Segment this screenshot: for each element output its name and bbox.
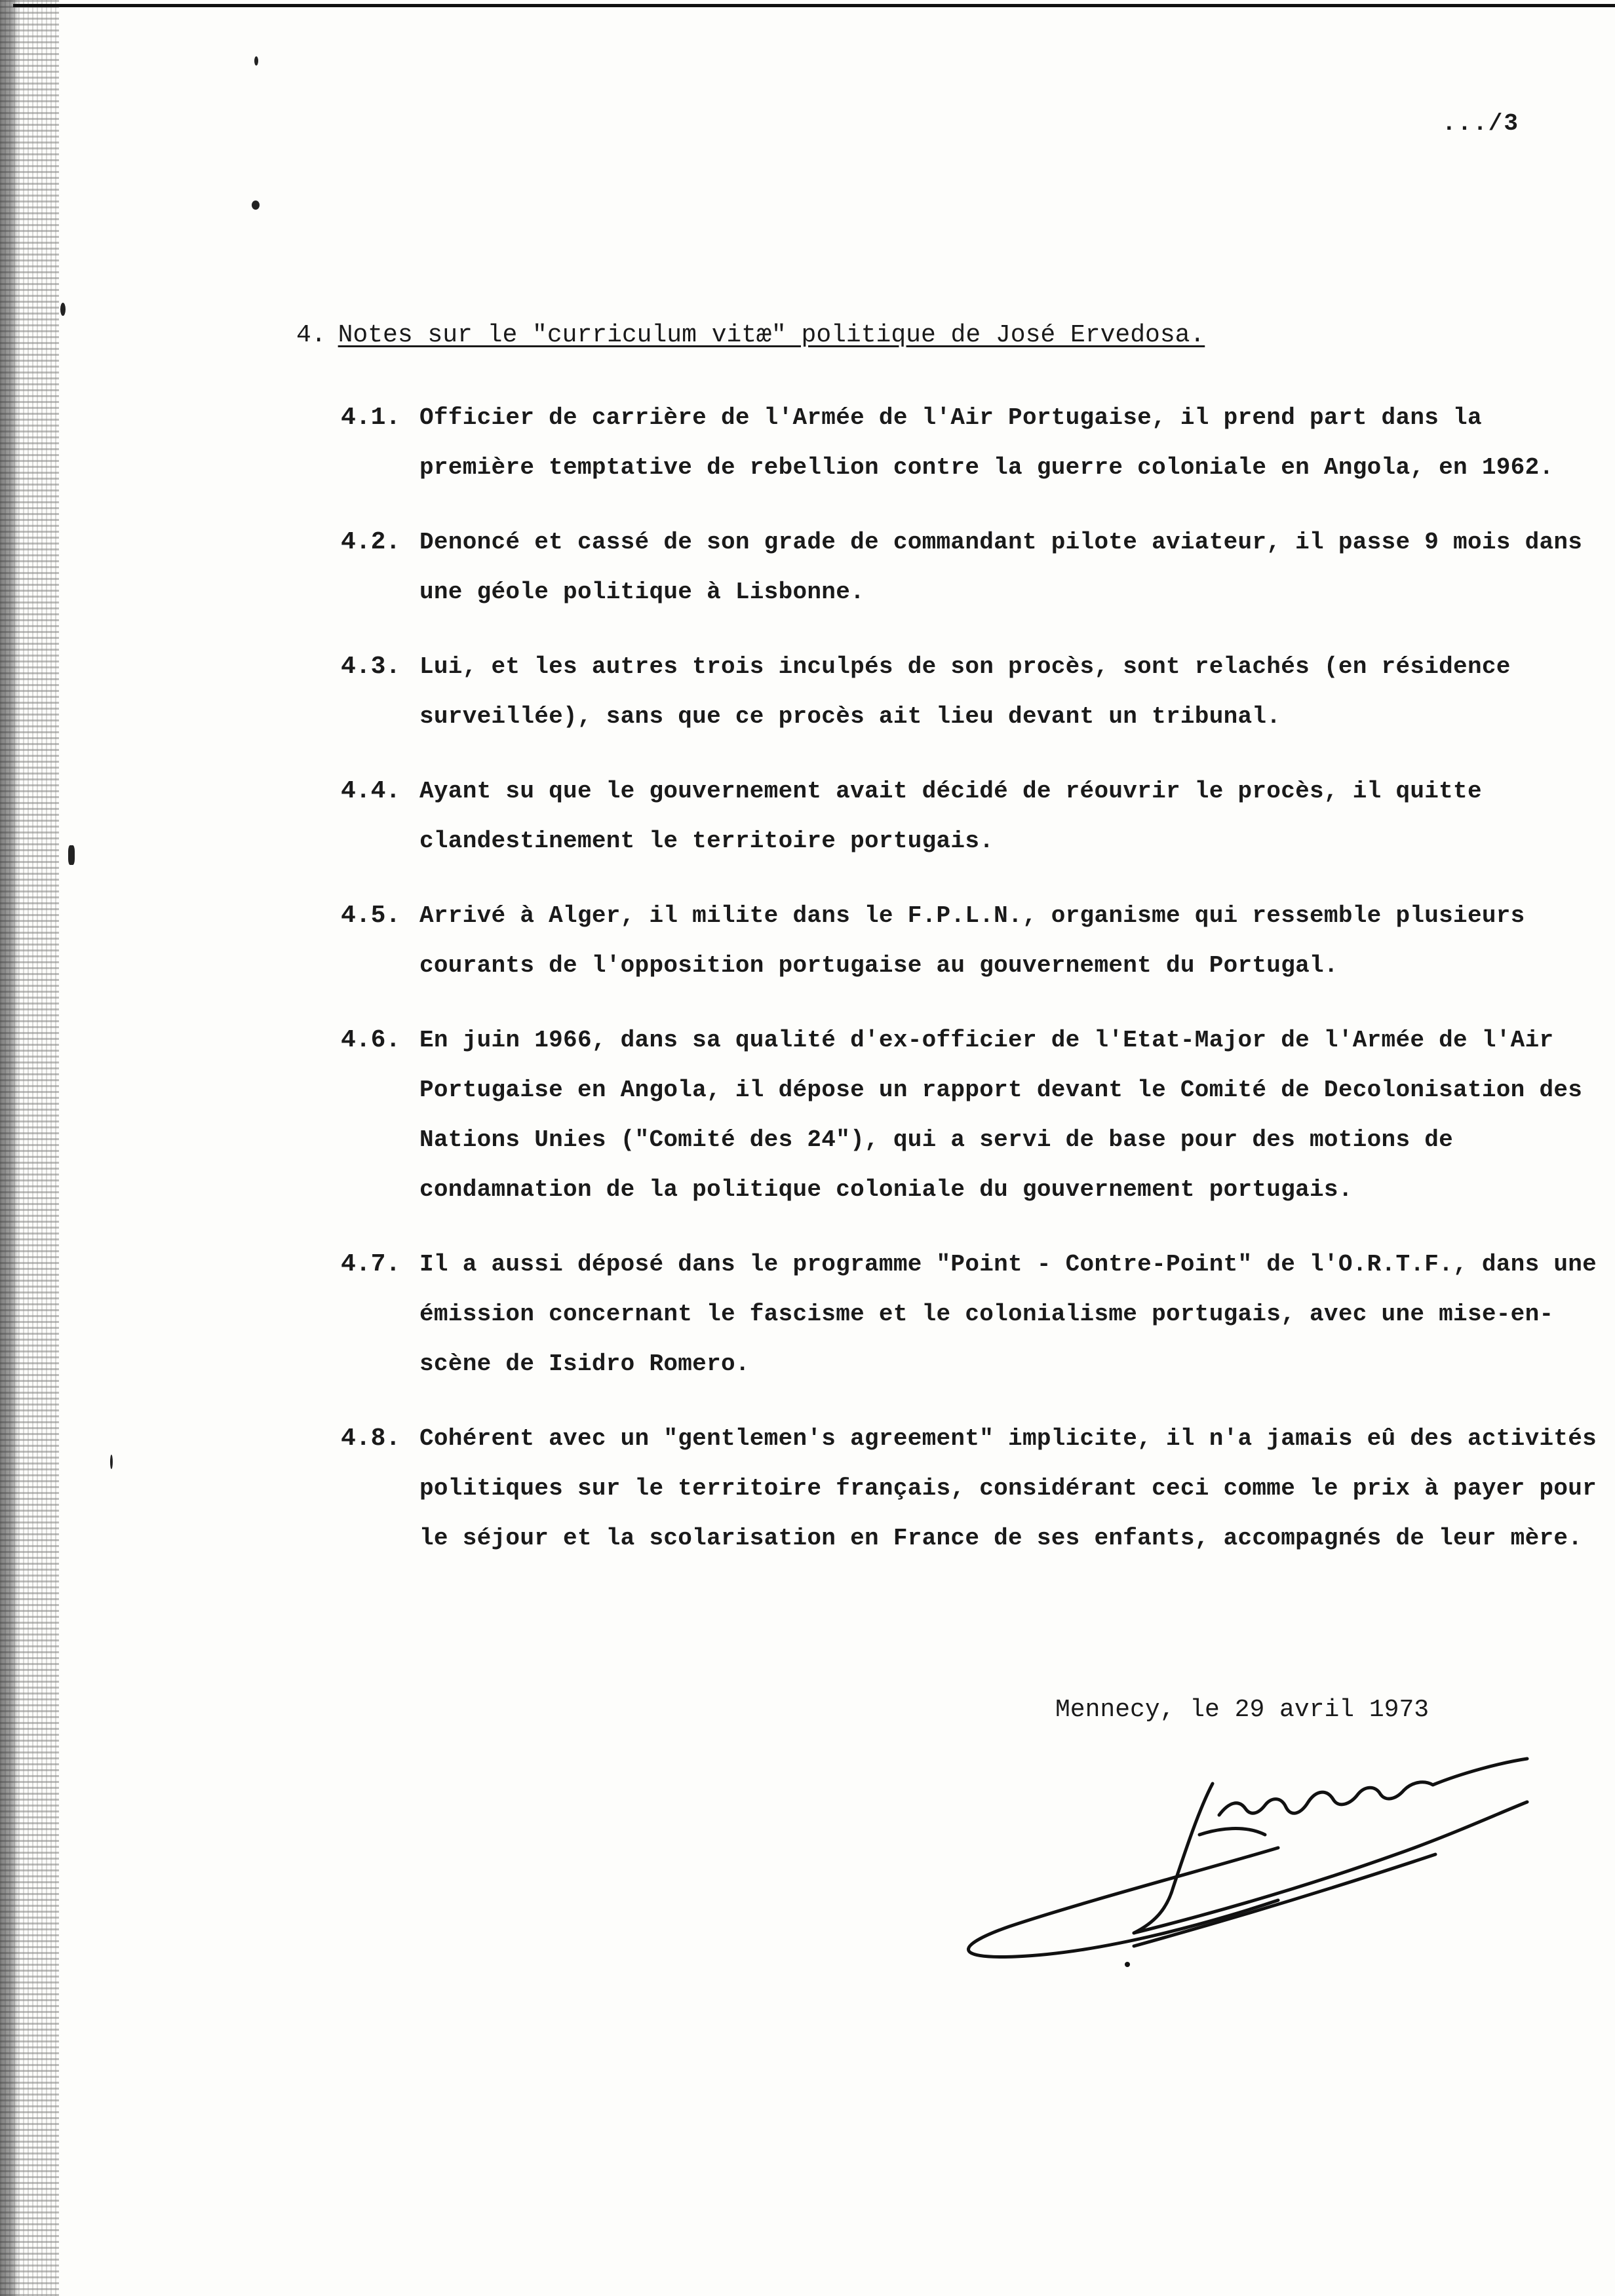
place-and-date: Mennecy, le 29 avril 1973 <box>1055 1696 1430 1724</box>
scan-top-border <box>13 4 1615 7</box>
item-text: Ayant su que le gouvernement avait décidé de réouvrir le procès, il quitte clandestinement le territoire portugais. <box>419 778 1482 854</box>
item-number: 4.8. <box>341 1425 401 1453</box>
item-number: 4.2. <box>341 528 401 556</box>
item-text: Cohérent avec un "gentlemen's agreement" implicite, il n'a jamais eû des activités politiques sur le territoire français, considérant ceci comme le prix à payer pour le séjour et la scolarisation en France de ses enfants, accompagnés de leur mère. <box>419 1425 1597 1552</box>
handwritten-signature <box>937 1736 1547 1999</box>
list-item <box>341 1414 1606 1563</box>
item-number: 4.3. <box>341 653 401 681</box>
item-text: En juin 1966, dans sa qualité d'ex-officier de l'Etat-Major de l'Armée de l'Air Portugaise en Angola, il dépose un rapport devant le Comité de Decolonisation des Nations Unies ("Comité des 24"), qui a servi de base pour des motions de condamnation de la politique coloniale du gouvernement portugais. <box>419 1027 1583 1203</box>
item-number: 4.4. <box>341 777 401 805</box>
scan-speck <box>60 303 66 316</box>
scan-speck <box>254 56 258 66</box>
list-item <box>341 1240 1606 1389</box>
item-number: 4.6. <box>341 1026 401 1054</box>
item-number: 4.1. <box>341 404 401 432</box>
list-item <box>341 891 1606 991</box>
scan-speck <box>252 201 260 210</box>
section-number: 4. <box>296 321 326 349</box>
page-reference: .../3 <box>1442 110 1520 137</box>
scan-speck <box>68 845 75 865</box>
list-item <box>341 642 1606 742</box>
item-text: Il a aussi déposé dans le programme "Point - Contre-Point" de l'O.R.T.F., dans une émission concernant le fascisme et le colonialisme portugais, avec une mise-en-scène de Isidro Romero. <box>419 1251 1597 1377</box>
item-text: Lui, et les autres trois inculpés de son procès, sont relachés (en résidence surveillée), sans que ce procès ait lieu devant un tribunal. <box>419 653 1511 730</box>
scan-edge-noise <box>0 0 59 2296</box>
list-item <box>341 1016 1606 1215</box>
item-number: 4.5. <box>341 902 401 930</box>
scan-speck <box>110 1455 113 1469</box>
section-title: Notes sur le "curriculum vitæ" politique de José Ervedosa. <box>338 321 1205 349</box>
list-item <box>341 393 1606 493</box>
item-number: 4.7. <box>341 1250 401 1278</box>
section-heading <box>296 321 1205 349</box>
notes-list <box>341 393 1606 1588</box>
signature-dot <box>1125 1962 1130 1967</box>
item-text: Denoncé et cassé de son grade de commandant pilote aviateur, il passe 9 mois dans une géole politique à Lisbonne. <box>419 529 1583 605</box>
item-text: Arrivé à Alger, il milite dans le F.P.L.N., organisme qui ressemble plusieurs courants de l'opposition portugaise au gouvernement du Portugal. <box>419 902 1525 979</box>
item-text: Officier de carrière de l'Armée de l'Air Portugaise, il prend part dans la première temptative de rebellion contre la guerre coloniale en Angola, en 1962. <box>419 404 1554 481</box>
list-item <box>341 767 1606 866</box>
list-item <box>341 518 1606 617</box>
